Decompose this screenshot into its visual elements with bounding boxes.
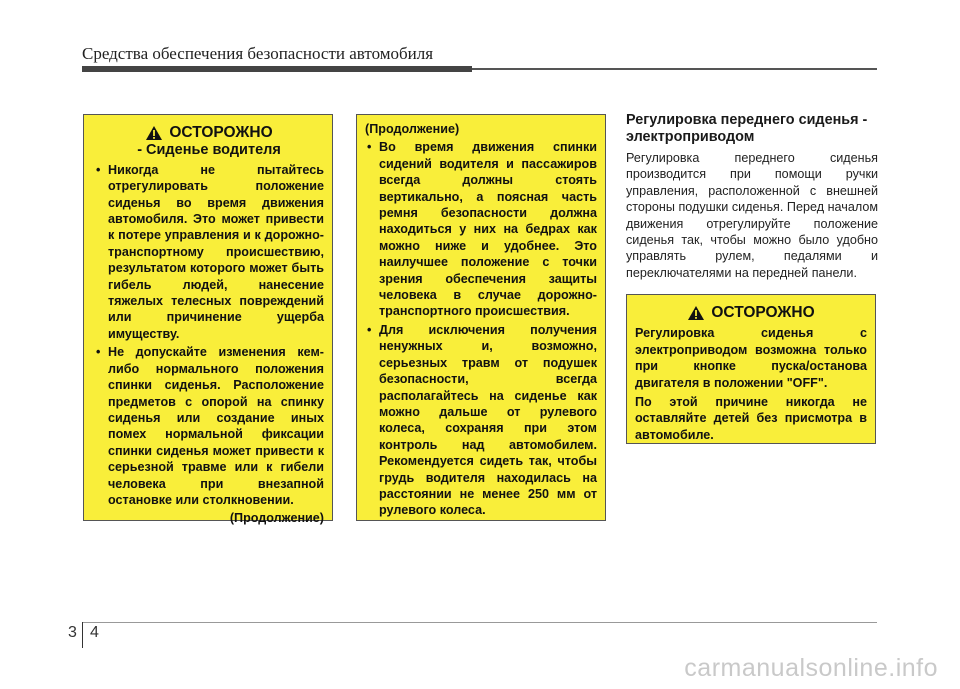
header-bar: [82, 66, 472, 72]
warning-title: ОСТОРОЖНО: [169, 124, 273, 141]
warning-box-power-seat: [626, 294, 876, 444]
watermark: carmanualsonline.info: [684, 654, 938, 682]
continued-label: (Продолжение): [229, 511, 324, 526]
section-body: Регулировка переднего сиденья производится при помощи ручки управления, расположенной с внешней стороны подушки сиденья. Перед началом движения отрегулируйте положение сиденья так, чтобы можно было удобно управлять рулем, педалями и переключателями на передней панели.: [626, 151, 878, 280]
warning-item: • Никогда не пытайтесь отрегулировать положение сиденья во время движения автомобиля. Это может привести к потере управления и к дорожно-транспортному происшествию, результатом которого может быть гибель людей, нанесение тяжелых телесных повреждений или причинение ущерба имуществу.: [94, 162, 324, 342]
section-title: Регулировка переднего сиденья - электроприводом: [626, 112, 868, 145]
warning-box-driver-seat: [83, 114, 333, 526]
footer-rule: [82, 622, 877, 623]
page-number: [68, 624, 99, 642]
chapter-number: 3: [68, 624, 77, 641]
warning-item: • Не допускайте изменения кем-либо нормального положения спинки сиденья. Расположение предметов с опорой на спинку сиденья или создание иных помех нормальной фиксации спинки сиденья может привести к серьезной травме или к гибели человека при внезапной остановке или столкновении.: [94, 344, 324, 508]
warning-triangle-icon: [687, 305, 705, 321]
warning-triangle-icon: [145, 125, 163, 141]
continued-label: (Продолжение): [365, 122, 460, 136]
warning-item: • Для исключения получения ненужных и, возможно, серьезных травм от подушек безопасности, всегда располагайтесь на сиденье как можно дальше от рулевого колеса, сохраняя при этом контроль над автомобилем. Рекомендуется сидеть так, чтобы грудь водителя находилась на расстоянии не менее 250 мм от рулевого колеса.: [365, 322, 597, 519]
warning-subtitle: - Сиденье водителя: [137, 142, 281, 159]
warning-item: • Во время движения спинки сидений водителя и пассажиров всегда должны стоять вертикально, а поясная часть ремня безопасности должна находиться у них на бедрах как можно ниже и удобнее. Это наилучшее положение с точки зрения обеспечения защиты человека в случае дорожно-транспортного происшествия.: [365, 139, 597, 319]
warning-title: ОСТОРОЖНО: [711, 304, 815, 321]
page-number-divider: [82, 622, 83, 648]
page-number-value: 4: [90, 624, 99, 641]
page-header-title: Средства обеспечения безопасности автомобиля: [82, 44, 434, 63]
warning-paragraph: По этой причине никогда не оставляйте детей без присмотра в автомобиле.: [635, 395, 867, 442]
warning-paragraph: Регулировка сиденья с электроприводом возможна только при кнопке пуска/останова двигателя в положении "OFF".: [635, 326, 867, 390]
warning-box-continued: [356, 114, 606, 521]
